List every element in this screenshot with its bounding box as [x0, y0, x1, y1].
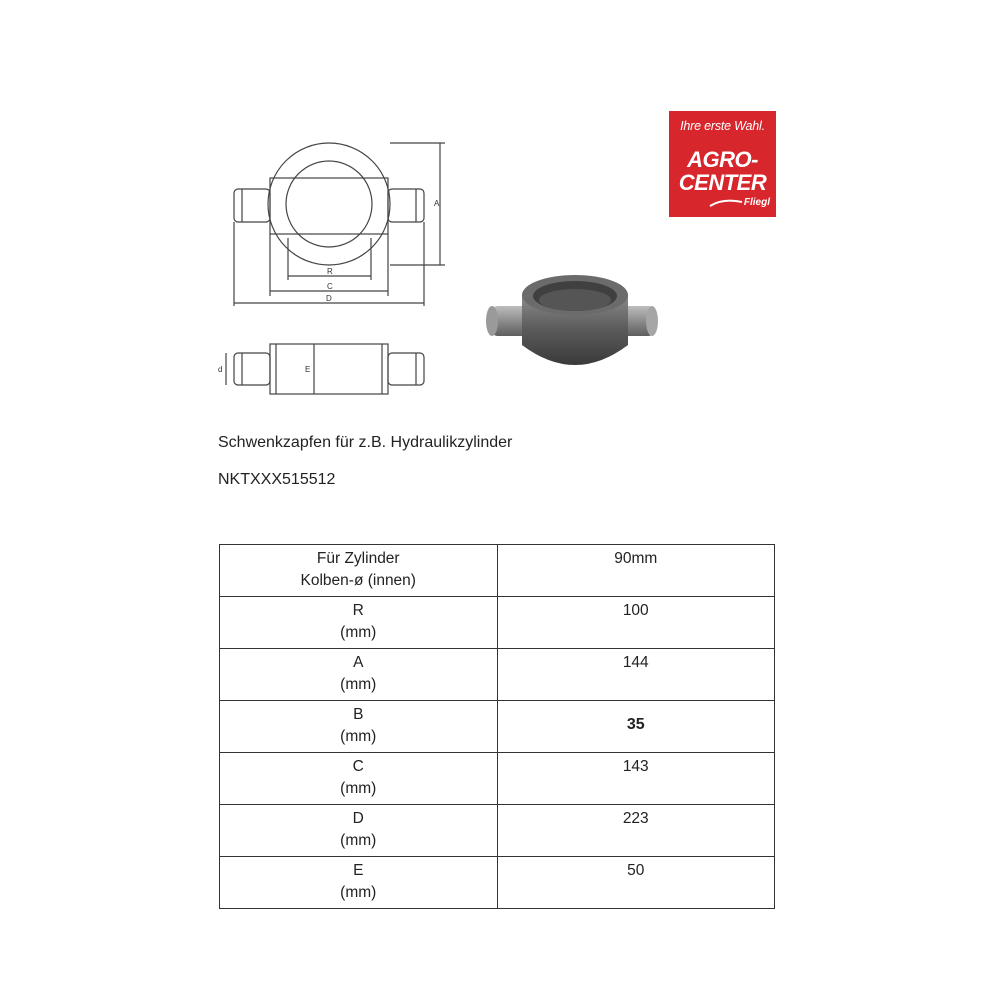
- spec-value-cell: [497, 649, 775, 701]
- spec-value-cell: [497, 545, 775, 597]
- table-row: [220, 701, 775, 753]
- table-row: [220, 753, 775, 805]
- label-a: A: [434, 199, 440, 208]
- spec-unit: (mm): [340, 884, 377, 901]
- logo-swoosh-icon: [709, 197, 743, 209]
- label-e: E: [305, 365, 311, 374]
- spec-label: R: [352, 602, 364, 619]
- spec-label-cell: [220, 805, 498, 857]
- table-row: [220, 545, 775, 597]
- spec-label: B: [353, 706, 364, 723]
- product-title: Schwenkzapfen für z.B. Hydraulikzylinder: [218, 434, 513, 451]
- label-small-d: d: [218, 365, 223, 374]
- label-d: D: [326, 294, 332, 303]
- spec-value: 223: [622, 810, 649, 827]
- spec-value-cell: [497, 753, 775, 805]
- table-row: [220, 805, 775, 857]
- spec-value-cell: [497, 805, 775, 857]
- spec-unit: (mm): [340, 676, 377, 693]
- spec-value: 144: [622, 654, 649, 671]
- table-row: [220, 857, 775, 909]
- label-c: C: [327, 282, 333, 291]
- product-photo: [478, 262, 668, 384]
- spec-unit: (mm): [340, 728, 377, 745]
- spec-value: 35: [626, 716, 645, 733]
- label-r: R: [327, 267, 333, 276]
- spec-label-cell: [220, 753, 498, 805]
- spec-value-cell: [497, 857, 775, 909]
- spec-label-cell: [220, 649, 498, 701]
- spec-label-cell: [220, 597, 498, 649]
- logo-tagline: Ihre erste Wahl.: [680, 119, 765, 133]
- spec-value: 100: [622, 602, 649, 619]
- spec-label-cell: [220, 545, 498, 597]
- table-row: [220, 597, 775, 649]
- spec-unit: (mm): [340, 780, 377, 797]
- spec-value: 90mm: [614, 550, 658, 567]
- spec-label: Für Zylinder: [316, 550, 400, 567]
- spec-label-cell: [220, 857, 498, 909]
- logo-brand: Fliegl: [743, 197, 770, 208]
- agro-center-logo: [669, 111, 776, 217]
- spec-label: D: [352, 810, 364, 827]
- table-row: [220, 649, 775, 701]
- spec-unit: Kolben-ø (innen): [300, 572, 416, 589]
- product-sku: NKTXXX515512: [218, 471, 336, 488]
- spec-unit: (mm): [340, 832, 377, 849]
- spec-unit: (mm): [340, 624, 377, 641]
- technical-drawing: [200, 130, 460, 410]
- spec-value-cell: [497, 701, 775, 753]
- spec-label: A: [353, 654, 364, 671]
- spec-label: E: [353, 862, 364, 879]
- logo-line2: CENTER: [678, 170, 767, 195]
- spec-label-cell: [220, 701, 498, 753]
- spec-label: C: [352, 758, 364, 775]
- spec-value-cell: [497, 597, 775, 649]
- spec-value: 143: [622, 758, 649, 775]
- logo-line1: AGRO-: [687, 147, 758, 172]
- spec-table: [219, 544, 775, 909]
- spec-value: 50: [627, 862, 645, 879]
